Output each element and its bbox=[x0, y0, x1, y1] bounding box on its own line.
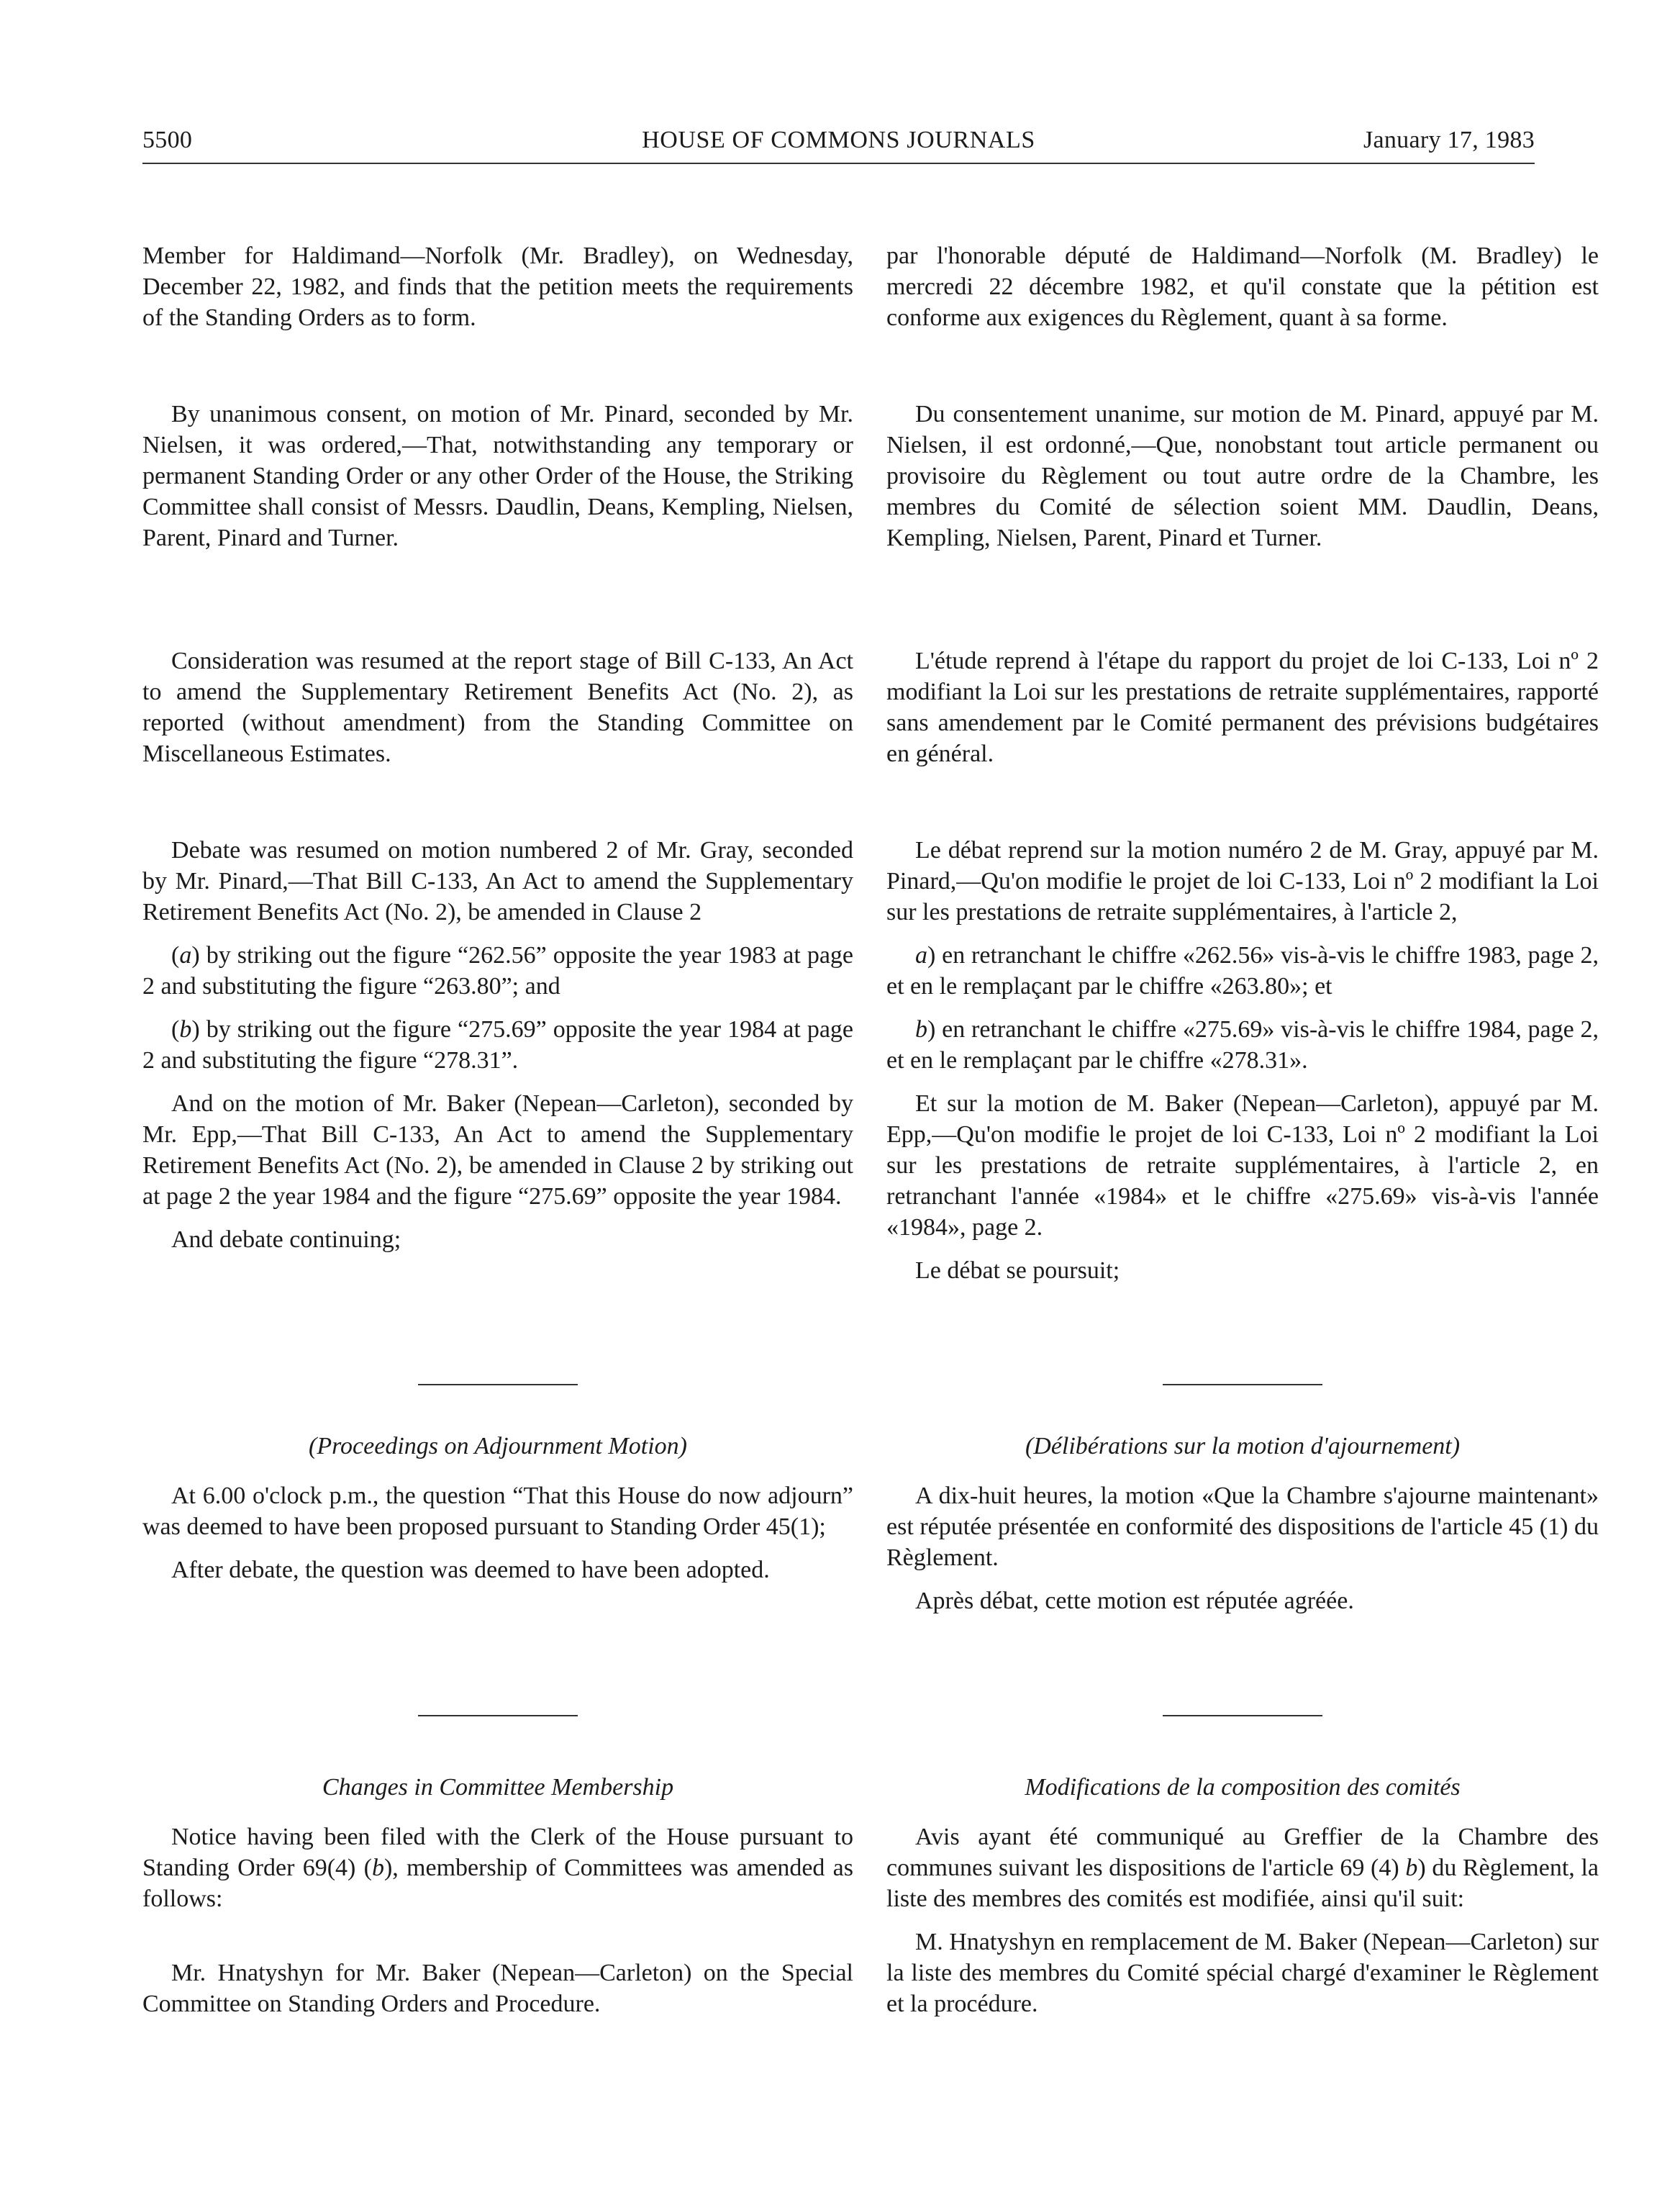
debate-continuing: And debate continuing; bbox=[171, 1226, 401, 1253]
debate-section bbox=[886, 835, 1599, 1286]
consideration-paragraph: L'étude reprend à l'étape du rapport du projet de loi C-133, Loi nº 2 modifiant la Loi sur les prestations de retraite supplémentaires, rapporté sans amendement par le Comité permanent des prévisions budgétaires en général. bbox=[886, 648, 1599, 767]
separator-rule bbox=[418, 1384, 578, 1385]
baker-motion-paragraph: And on the motion of Mr. Baker (Nepean—Carleton), seconded by Mr. Epp,—That Bill C-133, An Act to amend the Supplementary Retirement Benefits Act (No. 2), be amended in Clause 2 by striking out at page 2 the year 1984 and the figure “275.69” opposite the year 1984. bbox=[142, 1090, 853, 1210]
separator-rule bbox=[418, 1715, 578, 1716]
journal-title: HOUSE OF COMMONS JOURNALS bbox=[642, 127, 1035, 153]
header-rule bbox=[142, 163, 1535, 164]
separator-rule bbox=[1163, 1715, 1322, 1716]
section-heading: Changes in Committee Membership bbox=[322, 1774, 674, 1801]
header-date: January 17, 1983 bbox=[1363, 127, 1535, 153]
debate-continuing: Le débat se poursuit; bbox=[915, 1257, 1120, 1284]
striking-committee-paragraph: Du consentement unanime, sur motion de M. Pinard, appuyé par M. Nielsen, il est ordonné,—Que, nonobstant tout article permanent ou provisoire du Règlement ou tout autre ordre de la Chambre, les membres du Comité de sélection soient MM. Daudlin, Deans, Kempling, Nielsen, Parent, Pinard et Turner. bbox=[886, 401, 1599, 551]
consideration-paragraph: Consideration was resumed at the report stage of Bill C-133, An Act to amend the Supplementary Retirement Benefits Act (No. 2), as reported (without amendment) from the Standing Committee on Miscellaneous Estimates. bbox=[142, 648, 853, 767]
debate-paragraph: Debate was resumed on motion numbered 2 of Mr. Gray, seconded by Mr. Pinard,—That Bill C-133, An Act to amend the Supplementary Retirement Benefits Act (No. 2), be amended in Clause 2 bbox=[142, 837, 853, 925]
adjournment-section: (Proceedings on Adjournment Motion) At 6.00 o'clock p.m., the question “That this House do now adjourn” was deemed to have been proposed pursuant to Standing Order 45(1); After debate, the question was deemed to have been adopted. bbox=[142, 1431, 853, 1585]
adjournment-section: (Délibérations sur la motion d'ajournement) A dix-huit heures, la motion «Que la Chambre s'ajourne maintenant» est réputée présentée en conformité des dispositions de l'article 45 (1) du Règlement. Après débat, cette motion est réputée agréée. bbox=[886, 1431, 1599, 1616]
debate-paragraph: Le débat reprend sur la motion numéro 2 de M. Gray, appuyé par M. Pinard,—Qu'on modifie le projet de loi C-133, Loi nº 2 modifiant la Loi sur les prestations de retraite supplémentaires, à l'article 2, bbox=[886, 837, 1599, 925]
striking-committee-paragraph: By unanimous consent, on motion of Mr. Pinard, seconded by Mr. Nielsen, it was ordered,—That, notwithstanding any temporary or permanent Standing Order or any other Order of the House, the Striking Committee shall consist of Messrs. Daudlin, Deans, Kempling, Nielsen, Parent, Pinard and Turner. bbox=[142, 401, 853, 551]
clause-a: (a) by striking out the figure “262.56” opposite the year 1983 at page 2 and substituting the figure “263.80”; and bbox=[142, 942, 853, 1000]
page-header bbox=[142, 127, 1535, 164]
section-heading: (Délibérations sur la motion d'ajournement) bbox=[1025, 1433, 1461, 1459]
clause-a: a) en retranchant le chiffre «262.56» vis-à-vis le chiffre 1983, page 2, et en le remplaçant par le chiffre «263.80»; et bbox=[886, 942, 1599, 1000]
clause-b: (b) by striking out the figure “275.69” opposite the year 1984 at page 2 and substituting the figure “278.31”. bbox=[142, 1016, 853, 1074]
separator-rule bbox=[1163, 1384, 1322, 1385]
petition-paragraph: par l'honorable député de Haldimand—Norfolk (M. Bradley) le mercredi 22 décembre 1982, et qu'il constate que la pétition est conforme aux exigences du Règlement, quant à sa forme. bbox=[886, 243, 1599, 331]
baker-motion-paragraph: Et sur la motion de M. Baker (Nepean—Carleton), appuyé par M. Epp,—Qu'on modifie le projet de loi C-133, Loi nº 2 modifiant la Loi sur les prestations de retraite supplémentaires, à l'article 2, en retranchant l'année «1984» et le chiffre «275.69» vis-à-vis l'année «1984», page 2. bbox=[886, 1090, 1599, 1241]
section-heading: Modifications de la composition des comités bbox=[1025, 1774, 1461, 1801]
committee-section: Modifications de la composition des comités Avis ayant été communiqué au Greffier de la Chambre des communes suivant les dispositions de l'article 69 (4) b) du Règlement, la liste des membres des comités est modifiée, ainsi qu'il suit: M. Hnatyshyn en remplacement de M. Baker (Nepean—Carleton) sur la liste des membres du Comité spécial chargé d'examiner le Règlement et la procédure. bbox=[886, 1772, 1599, 2019]
debate-section bbox=[142, 835, 853, 1255]
page-number: 5500 bbox=[142, 127, 193, 153]
clause-b: b) en retranchant le chiffre «275.69» vis-à-vis le chiffre 1984, page 2, et en le remplaçant par le chiffre «278.31». bbox=[886, 1016, 1599, 1074]
section-heading: (Proceedings on Adjournment Motion) bbox=[309, 1433, 687, 1459]
petition-paragraph: Member for Haldimand—Norfolk (Mr. Bradley), on Wednesday, December 22, 1982, and finds that the petition meets the requirements of the Standing Orders as to form. bbox=[142, 243, 853, 331]
committee-section: Changes in Committee Membership Notice having been filed with the Clerk of the House pursuant to Standing Order 69(4) (b), membership of Committees was amended as follows: Mr. Hnatyshyn for Mr. Baker (Nepean—Carleton) on the Special Committee on Standing Orders and Procedure. bbox=[142, 1772, 853, 2019]
